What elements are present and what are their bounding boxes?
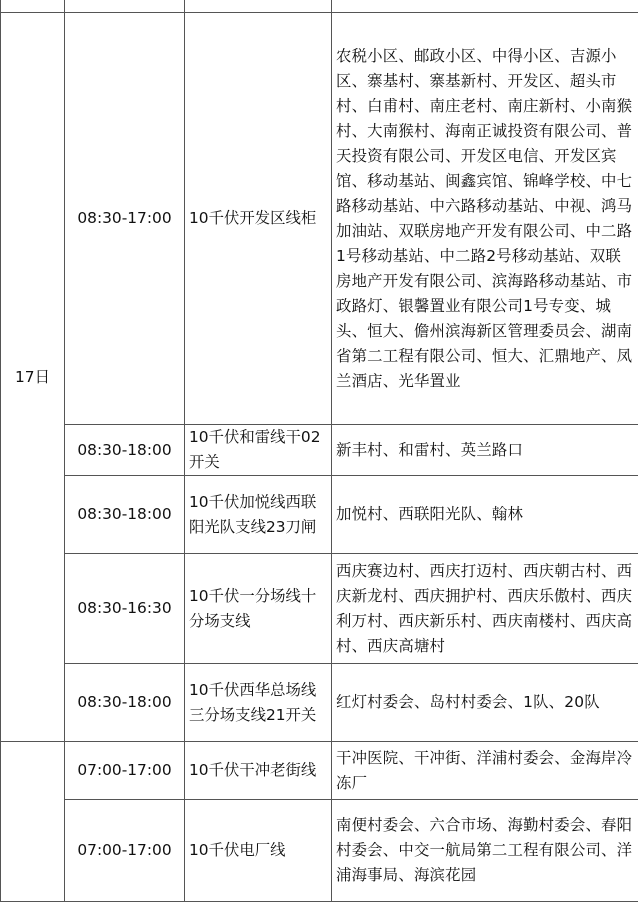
day-cell [1, 742, 65, 902]
time-cell: 07:00-17:00 [65, 742, 185, 800]
area-cell: 新丰村、和雷村、英兰路口 [332, 425, 638, 476]
time-cell [65, 0, 185, 13]
table-row-top-partial [1, 0, 638, 13]
line-cell [185, 0, 332, 13]
table-row [1, 13, 638, 425]
time-cell: 08:30-18:00 [65, 476, 185, 554]
area-cell [332, 0, 638, 13]
line-cell: 10千伏西华总场线三分场支线21开关 [185, 664, 332, 742]
table-row [1, 800, 638, 902]
line-cell: 10千伏加悦线西联阳光队支线23刀闸 [185, 476, 332, 554]
time-cell: 08:30-17:00 [65, 13, 185, 425]
day-cell: 17日 [1, 13, 65, 742]
line-cell: 10千伏和雷线干02开关 [185, 425, 332, 476]
table-row [1, 664, 638, 742]
time-cell: 08:30-16:30 [65, 554, 185, 664]
time-cell: 08:30-18:00 [65, 425, 185, 476]
area-cell: 红灯村委会、岛村村委会、1队、20队 [332, 664, 638, 742]
table-row [1, 742, 638, 800]
table-row [1, 554, 638, 664]
table-row [1, 425, 638, 476]
line-cell: 10千伏干冲老街线 [185, 742, 332, 800]
line-cell: 10千伏开发区线柜 [185, 13, 332, 425]
area-cell: 干冲医院、干冲街、洋浦村委会、金海岸冷冻厂 [332, 742, 638, 800]
area-cell: 南便村委会、六合市场、海勤村委会、春阳村委会、中交一航局第二工程有限公司、洋浦海事局、海滨花园 [332, 800, 638, 902]
day-cell [1, 0, 65, 13]
line-cell: 10千伏一分场线十分场支线 [185, 554, 332, 664]
area-cell: 农税小区、邮政小区、中得小区、吉源小区、寨基村、寨基新村、开发区、超头市村、白甫村、南庄老村、南庄新村、小南猴村、大南猴村、海南正诚投资有限公司、普天投资有限公司、开发区电信、开发区宾馆、移动基站、闽鑫宾馆、锦峰学校、中七路移动基站、中六路移动基站、中视、鸿马加油站、双联房地产开发有限公司、中二路1号移动基站、中二路2号移动基站、双联房地产开发有限公司、滨海路移动基站、市政路灯、银馨置业有限公司1号专变、城头、恒大、儋州滨海新区管理委员会、湖南省第二工程有限公司、恒大、汇鼎地产、凤兰酒店、光华置业 [332, 13, 638, 425]
area-cell: 加悦村、西联阳光队、翰林 [332, 476, 638, 554]
area-cell: 西庆赛边村、西庆打迈村、西庆朝古村、西庆新龙村、西庆拥护村、西庆乐傲村、西庆利万村、西庆新乐村、西庆南楼村、西庆高村、西庆高塘村 [332, 554, 638, 664]
time-cell: 07:00-17:00 [65, 800, 185, 902]
time-cell: 08:30-18:00 [65, 664, 185, 742]
table-row [1, 476, 638, 554]
line-cell: 10千伏电厂线 [185, 800, 332, 902]
